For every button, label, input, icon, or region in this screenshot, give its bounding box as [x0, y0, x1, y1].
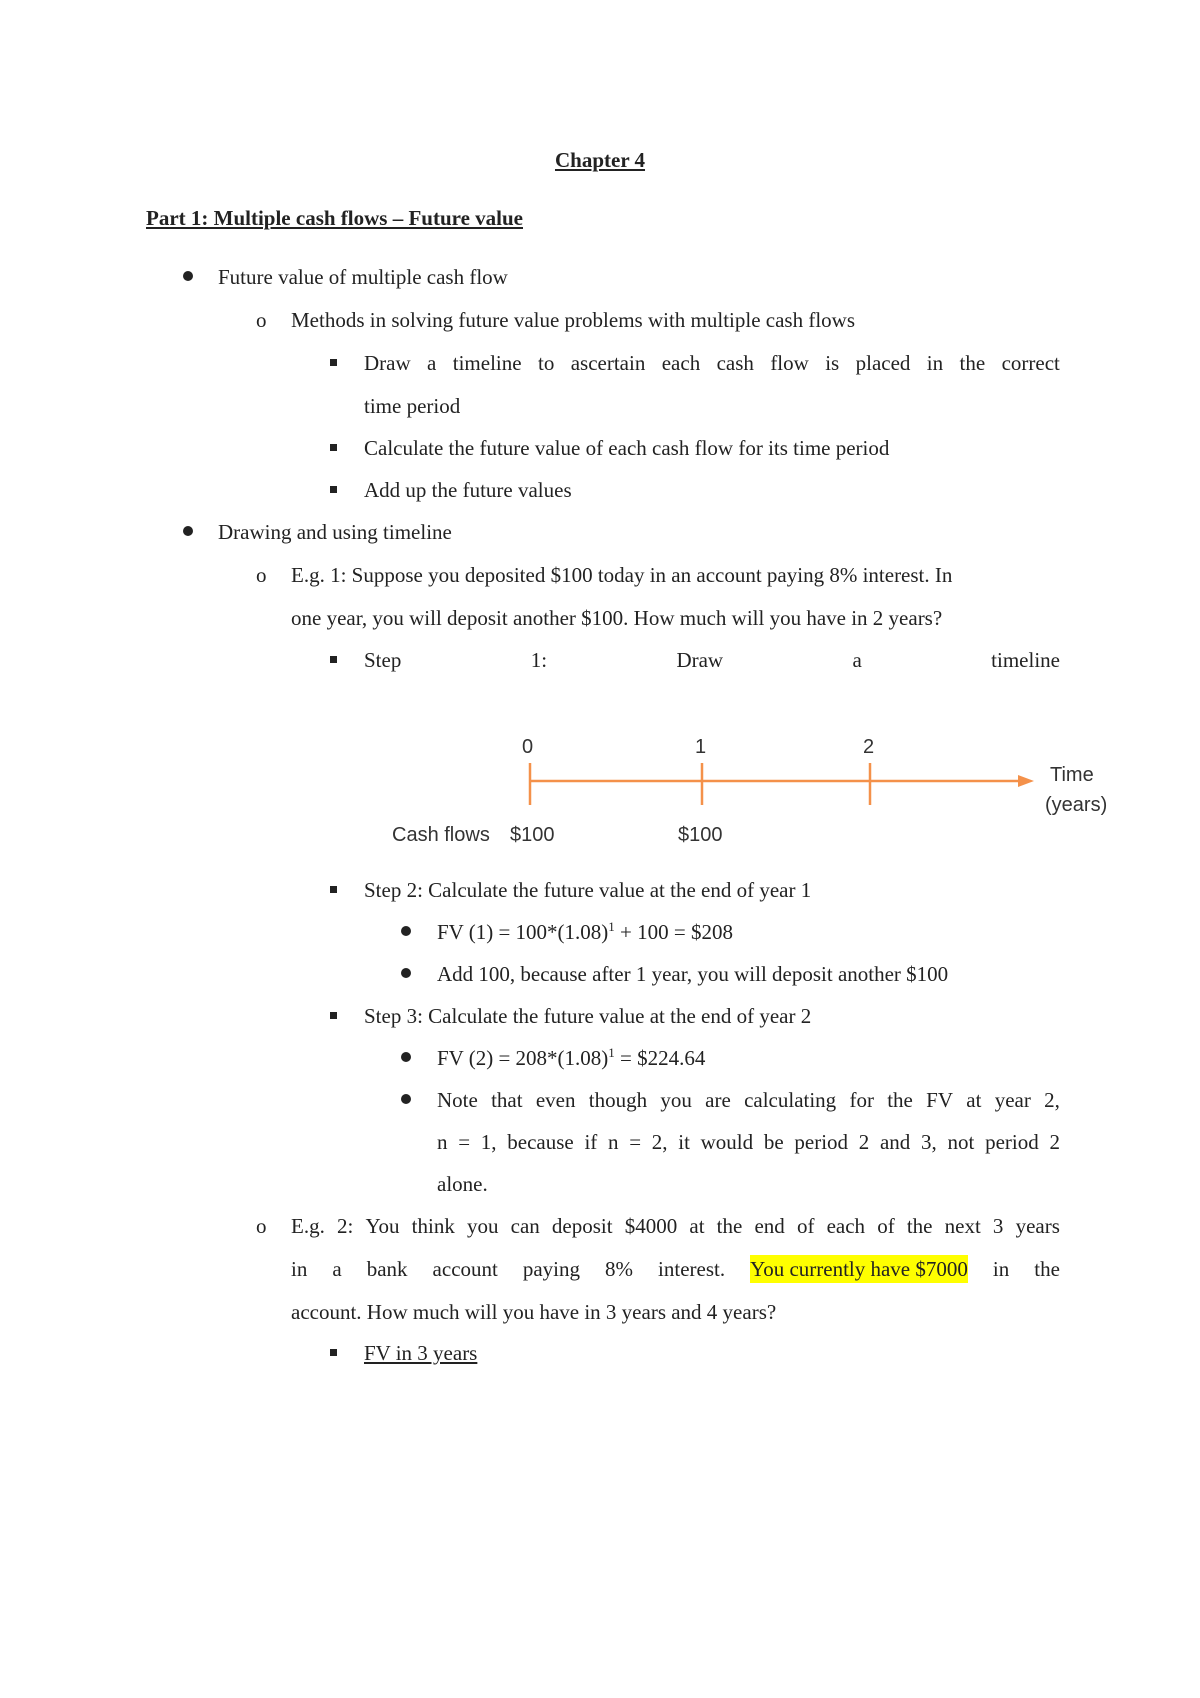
- word: in: [992, 1257, 1010, 1281]
- fv1-formula: [437, 918, 733, 946]
- word: think: [411, 1214, 455, 1238]
- exponent: 1: [608, 919, 615, 934]
- add100-line: Add 100, because after 1 year, you will deposit another $100: [437, 962, 949, 986]
- tick-label: 1: [695, 736, 707, 758]
- draw-timeline-line1: [364, 349, 1060, 377]
- word: can: [510, 1214, 540, 1238]
- example1-line1: E.g. 1: Suppose you deposited $100 today in an account paying 8% interest. In: [291, 563, 953, 587]
- word: E.g.: [291, 1214, 325, 1238]
- word: correct: [1001, 351, 1060, 375]
- sub-bullet-icon: o: [256, 308, 267, 332]
- word: you: [660, 1088, 692, 1112]
- word: period: [794, 1130, 849, 1154]
- word: in: [291, 1257, 308, 1281]
- tick-label: 0: [522, 736, 534, 758]
- word: 3: [992, 1214, 1004, 1238]
- word: is: [825, 351, 840, 375]
- square-bullet-icon: [330, 1012, 337, 1019]
- formula-text: FV (1) = 100*(1.08): [437, 920, 609, 944]
- add-up-item: Add up the future values: [364, 478, 572, 502]
- square-bullet-icon: [330, 656, 337, 663]
- example2-line2: [291, 1255, 1060, 1283]
- word: Draw: [364, 351, 411, 375]
- word: cash: [716, 351, 754, 375]
- word: not: [947, 1130, 975, 1154]
- note-line1: [437, 1086, 1060, 1114]
- word: that: [491, 1088, 523, 1112]
- bullet-icon: [401, 1094, 411, 1104]
- word: n: [437, 1130, 448, 1154]
- word: at: [689, 1214, 705, 1238]
- word: years: [1015, 1214, 1060, 1238]
- word: each: [661, 351, 701, 375]
- word: for: [849, 1088, 874, 1112]
- cashflow-value: $100: [510, 824, 555, 846]
- cashflow-value: $100: [678, 824, 723, 846]
- word: in: [926, 351, 944, 375]
- square-bullet-icon: [330, 1349, 337, 1356]
- note-line2: [437, 1128, 1060, 1156]
- square-bullet-icon: [330, 444, 337, 451]
- word: bank: [366, 1257, 408, 1281]
- word: timeline: [991, 648, 1060, 672]
- example2-line3: account. How much will you have in 3 years and 4 years?: [291, 1300, 777, 1324]
- word: 1,: [480, 1130, 497, 1154]
- word: You: [365, 1214, 400, 1238]
- word: are: [705, 1088, 731, 1112]
- word: 1:: [530, 648, 548, 672]
- formula-text: = $224.64: [614, 1046, 706, 1070]
- word: 2,: [651, 1130, 668, 1154]
- word: 8%: [605, 1257, 634, 1281]
- word: interest.: [658, 1257, 726, 1281]
- calculate-fv-item: Calculate the future value of each cash flow for its time period: [364, 436, 890, 460]
- word: period: [985, 1130, 1039, 1154]
- word: Draw: [676, 648, 724, 672]
- word: end: [754, 1214, 785, 1238]
- word: n: [607, 1130, 619, 1154]
- draw-timeline-line2: time period: [364, 394, 461, 418]
- word: =: [458, 1130, 471, 1154]
- word: to: [537, 351, 555, 375]
- part-heading: Part 1: Multiple cash flows – Future value: [146, 206, 523, 230]
- word: it: [678, 1130, 690, 1154]
- bullet-icon: [183, 526, 193, 536]
- word: a: [852, 648, 862, 672]
- word: the: [716, 1214, 743, 1238]
- step1-line: [364, 646, 1060, 674]
- word: timeline: [452, 351, 522, 375]
- word: calculating: [744, 1088, 837, 1112]
- word: if: [584, 1130, 598, 1154]
- word: account: [432, 1257, 498, 1281]
- word: the: [1034, 1257, 1060, 1281]
- bullet-icon: [401, 968, 411, 978]
- word: of: [877, 1214, 895, 1238]
- word: deposit: [551, 1214, 613, 1238]
- sub-bullet-icon: o: [256, 563, 267, 587]
- word: 3,: [921, 1130, 937, 1154]
- exponent: 1: [608, 1045, 615, 1060]
- word: of: [796, 1214, 815, 1238]
- square-bullet-icon: [330, 359, 337, 366]
- word: next: [944, 1214, 981, 1238]
- bullet-icon: [401, 1052, 411, 1062]
- square-bullet-icon: [330, 886, 337, 893]
- square-bullet-icon: [330, 486, 337, 493]
- fv2-formula: [437, 1044, 705, 1072]
- axis-label-time: Time: [1050, 764, 1094, 786]
- word: paying: [522, 1257, 581, 1281]
- word: 2: [858, 1130, 870, 1154]
- word: year: [994, 1088, 1031, 1112]
- fv-in-3-years: FV in 3 years: [364, 1341, 478, 1365]
- word: the: [906, 1214, 933, 1238]
- word: you: [466, 1214, 499, 1238]
- word: at: [966, 1088, 982, 1112]
- word: Note: [437, 1088, 478, 1112]
- word: be: [763, 1130, 784, 1154]
- word: Step: [364, 648, 402, 672]
- example1-line2: one year, you will deposit another $100. How much will you have in 2 years?: [291, 606, 943, 630]
- word: ascertain: [570, 351, 646, 375]
- word: 2:: [336, 1214, 354, 1238]
- word: the: [887, 1088, 913, 1112]
- word: a: [332, 1257, 342, 1281]
- example2-line1: [291, 1212, 1060, 1240]
- step3-line: Step 3: Calculate the future value at the end of year 2: [364, 1004, 812, 1028]
- word: the: [959, 351, 986, 375]
- word: FV: [926, 1088, 953, 1112]
- word: each: [826, 1214, 866, 1238]
- word: a: [427, 351, 437, 375]
- cashflow-label: Cash flows: [392, 824, 490, 846]
- methods-item: Methods in solving future value problems with multiple cash flows: [291, 308, 856, 332]
- formula-text: + 100 = $208: [614, 920, 733, 944]
- highlighted-text: You currently have $7000: [750, 1257, 968, 1281]
- word: flow: [770, 351, 809, 375]
- bullet-future-value: Future value of multiple cash flow: [218, 265, 508, 289]
- word: 2: [1049, 1130, 1060, 1154]
- axis-label-years: (years): [1045, 794, 1108, 816]
- bullet-timeline: Drawing and using timeline: [218, 520, 452, 544]
- note-line3: alone.: [437, 1172, 488, 1196]
- word: placed: [855, 351, 911, 375]
- word: $4000: [624, 1214, 678, 1238]
- step2-line: Step 2: Calculate the future value at the end of year 1: [364, 878, 812, 902]
- word: would: [700, 1130, 754, 1154]
- bullet-icon: [401, 926, 411, 936]
- word: =: [629, 1130, 642, 1154]
- word: and: [879, 1130, 911, 1154]
- word: though: [588, 1088, 648, 1112]
- sub-bullet-icon: o: [256, 1214, 267, 1238]
- arrowhead-icon: [1018, 775, 1034, 787]
- tick-label: 2: [863, 736, 875, 758]
- bullet-icon: [183, 271, 193, 281]
- word: 2,: [1044, 1088, 1060, 1112]
- formula-text: FV (2) = 208*(1.08): [437, 1046, 609, 1070]
- word: because: [507, 1130, 574, 1154]
- chapter-title: Chapter 4: [554, 148, 646, 172]
- word: even: [535, 1088, 576, 1112]
